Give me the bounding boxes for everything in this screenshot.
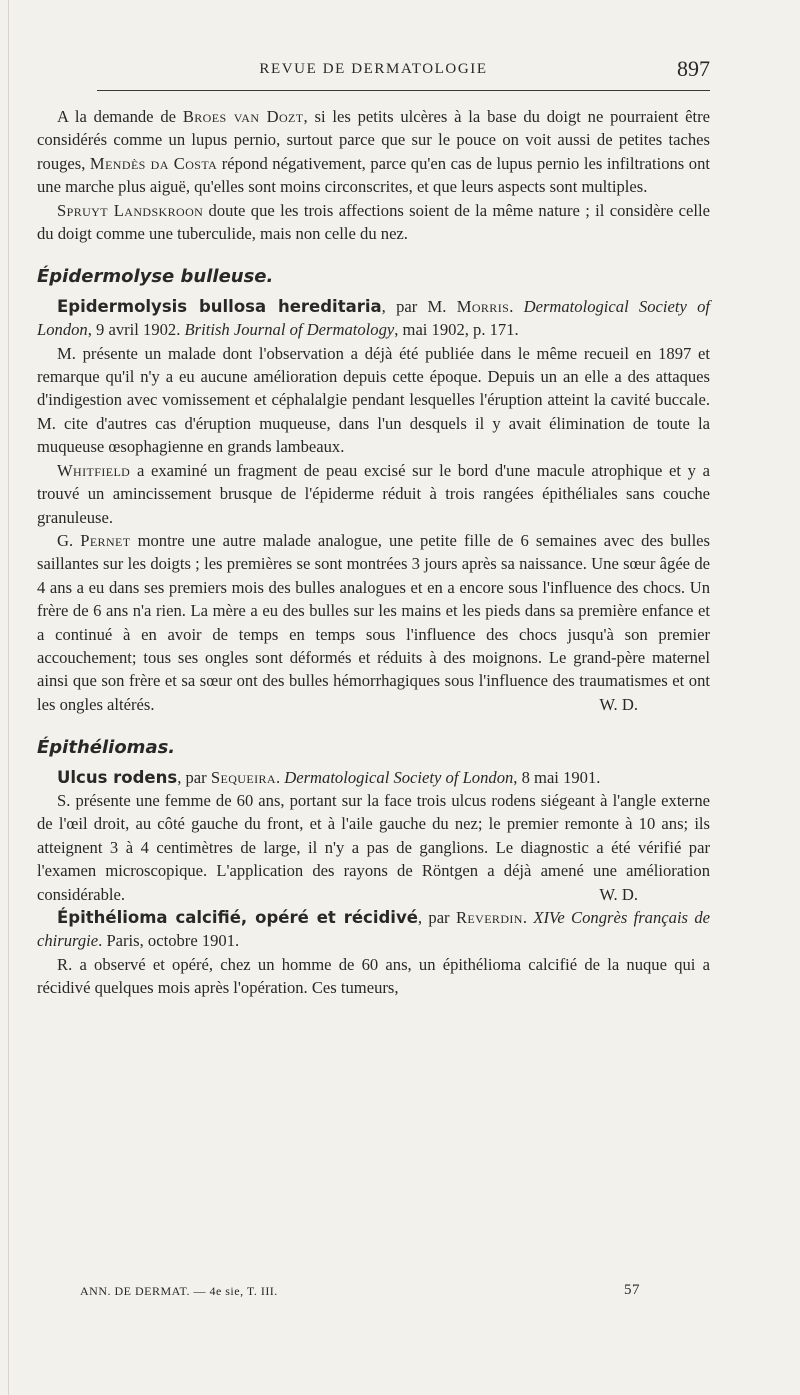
- source: XIVe Congrès français de chirurgie: [37, 908, 711, 951]
- source: British Journal of Dermatology: [184, 320, 395, 340]
- source: Dermatological Society of London: [37, 296, 711, 340]
- article-body: [37, 105, 710, 1000]
- text: , si les petits ulcères à la base du doigt ne pourraient être considérés comme un lupus pernio, surtout parce que sur le pouce on voit aussi de petites taches rouges,: [37, 107, 710, 173]
- running-head: [37, 56, 710, 86]
- sheet-number: 57: [624, 1282, 640, 1298]
- text: . Paris, octobre 1901.: [98, 931, 240, 951]
- author-name: Broes van Dozt: [182, 107, 304, 126]
- author-name: Whitfield: [57, 460, 131, 480]
- paragraph: [37, 105, 710, 199]
- author-name: Reverdin: [455, 908, 523, 927]
- text: , par M.: [381, 296, 457, 316]
- text: , par: [417, 908, 456, 927]
- author-name: Mendès da Costa: [89, 153, 218, 173]
- signature: W. D.: [599, 694, 638, 714]
- text: montre une autre malade analogue, une petite fille de 6 semaines avec des bulles saillantes sur les doigts ; les premières se sont montrées 3 jours après sa naissance. Une sœur âgée de 4 ans a eu dans ses premiers mois des bulles analogues et en a encore sous l'influence des chocs. Un frère de 6 ans n'a rien. La mère a eu des bulles sur les mains et les pieds dans sa première enfance et a continué à en avoir de temps en temps sous l'influence des chocs jusqu'à son premier accouchement; tous ses ongles sont déformés et réduits à des moignons. Le grand-père maternel ainsi que son frère et sa sœur ont des bulles hémorrhagiques sous l'influence des traumatismes et ont les ongles altérés.: [37, 530, 711, 714]
- text: A la demande de: [57, 107, 183, 126]
- footer: [80, 1284, 640, 1299]
- paragraph: [37, 529, 710, 716]
- text: .: [509, 296, 524, 316]
- signature: W. D.: [599, 884, 638, 904]
- citation: [37, 295, 710, 342]
- journal-title: REVUE DE DERMATOLOGIE: [259, 61, 488, 77]
- text: G.: [57, 530, 81, 550]
- header-rule: [97, 90, 710, 91]
- paragraph: M. présente un malade dont l'observation a déjà été publiée dans le même recueil en 1897 et remarque qu'il n'y a eu aucune amélioration depuis cette époque. Depuis un an elle a des attaques d'indigestion avec vomissement et céphalalgie pendant lesquelles l'éruption atteint la cavité buccale. M. cite d'autres cas d'éruption muqueuse, dans l'un desquels il y avait élimination de toute la muqueuse œsophagienne en grands lambeaux.: [37, 343, 710, 457]
- author-name: Spruyt Landskroon: [57, 200, 204, 220]
- text: .: [275, 767, 285, 787]
- section-heading: Épidermolyse bulleuse.: [37, 266, 274, 288]
- author-name: Morris: [456, 296, 510, 316]
- text: .: [522, 908, 534, 927]
- text: doute que les trois affections soient de la même nature ; il considère celle du doigt comme une tuberculide, mais non celle du nez.: [37, 200, 710, 244]
- text: a examiné un fragment de peau excisé sur le bord d'une macule atrophique et y a trouvé un amincissement brusque de l'épiderme réduit à trois rangées épithéliales sans couche granuleuse.: [37, 460, 710, 527]
- citation: [37, 906, 710, 953]
- paragraph: R. a observé et opéré, chez un homme de 60 ans, un épithélioma calcifié de la nuque qui a récidivé quelques mois après l'opération. Ces tumeurs,: [37, 954, 710, 998]
- section-heading: Épithéliomas.: [37, 737, 176, 759]
- entry-title: Épithélioma calcifié, opéré et récidivé: [57, 908, 418, 927]
- text: répond négativement, parce qu'en cas de lupus pernio les infiltrations ont une marche plus aiguë, qu'elles sont moins circonscrites, et que leurs aspects sont multiples.: [37, 153, 710, 197]
- text: S. présente une femme de 60 ans, portant sur la face trois ulcus rodens siégeant à l'angle externe de l'œil droit, au côté gauche du front, et à l'aile gauche du nez; le premier remonte à 10 ans; ils atteignent 3 à 4 centimètres de large, il n'y a pas de ganglions. Le diagnostic a été vérifié par l'examen microscopique. L'application des rayons de Röntgen a déjà amené une amélioration considérable.: [37, 790, 710, 904]
- entry-title: Epidermolysis bullosa hereditaria: [57, 296, 382, 316]
- paragraph: [37, 789, 710, 906]
- entry-title: Ulcus rodens: [57, 767, 178, 787]
- footer-signature-mark: ANN. DE DERMAT. — 4e sie, T. III.: [80, 1284, 278, 1298]
- text: , mai 1902, p. 171.: [394, 320, 519, 340]
- page: [37, 56, 710, 1000]
- paragraph: [37, 199, 710, 246]
- text: , par: [177, 767, 211, 787]
- page-edge-shadow: [8, 0, 9, 1395]
- text: , 8 mai 1901.: [513, 767, 601, 787]
- author-name: Pernet: [80, 530, 131, 550]
- page-number: 897: [677, 56, 710, 81]
- citation: [37, 766, 710, 789]
- paragraph: [37, 459, 710, 529]
- source: Dermatological Society of London: [284, 767, 514, 787]
- author-name: Sequeira: [210, 767, 276, 787]
- text: , 9 avril 1902.: [87, 320, 185, 340]
